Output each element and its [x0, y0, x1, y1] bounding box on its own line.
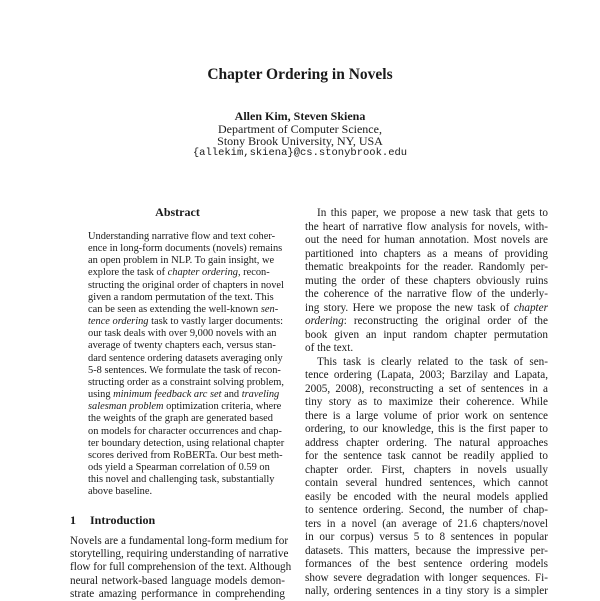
- text-line: [88, 316, 284, 328]
- text-line: in our corpus) versus 5 to 8 sentences in popular: [305, 531, 548, 543]
- text-line: Novels are a fundamental long-form medium for: [70, 535, 289, 547]
- text-line: tence ordering (Lapata, 2003; Barzilay and Lapata,: [305, 369, 548, 381]
- section-title: Introduction: [90, 513, 156, 527]
- text-segment: ing story. Here we propose the new task of: [305, 301, 514, 314]
- text-segment: task to vastly larger documents:: [148, 316, 284, 328]
- text-line: ordering, to our knowledge, this is the first paper to: [305, 423, 548, 435]
- section-heading-introduction: [70, 513, 155, 528]
- text-line: on models for character occurrences and chap-: [88, 425, 282, 437]
- text-line: average of twenty chapters each, versus stan-: [88, 340, 276, 352]
- text-line: this novel and challenging task, substantially: [88, 474, 275, 486]
- text-line: thematic breakpoints for the reader. Randomly per-: [305, 261, 548, 273]
- text-line: show severe degradation with longer sequences. Fi-: [305, 571, 548, 584]
- text-segment: explore the task of: [88, 267, 168, 279]
- text-line: book given an input random chapter permutation: [305, 328, 548, 341]
- right-column-body: [305, 207, 548, 599]
- text-line: given a random permutation of the text. This: [88, 291, 274, 303]
- text-line: dard sentence ordering datasets averaging only: [88, 352, 283, 364]
- text-line: ter boundary detection, using relational chapter: [88, 437, 285, 449]
- text-line: out the need for human annotation. Most novels are: [305, 234, 548, 246]
- italic-term: chapter ordering: [167, 267, 238, 279]
- text-line: [88, 401, 282, 413]
- text-line: Understanding narrative flow and text coher-: [88, 231, 276, 242]
- text-line: [305, 302, 548, 316]
- italic-term: traveling: [241, 389, 280, 401]
- italic-term: ordering: [305, 315, 344, 327]
- text-line: storytelling, requiring understanding of narrative: [70, 548, 289, 561]
- abstract-body: [88, 231, 285, 498]
- text-line: datasets. This matters, because the impressive per-: [305, 544, 548, 557]
- text-line: chapter order. First, chapters in novels usually: [305, 463, 548, 476]
- text-line: an open problem in NLP. To gain insight, we: [88, 255, 275, 267]
- university: Stony Brook University, NY, USA: [217, 134, 383, 148]
- italic-term: minimum feedback arc set: [113, 389, 222, 401]
- text-line: scores derived from RoBERTa. Our best meth-: [88, 449, 283, 461]
- text-line: the weights of the graph are generated based: [88, 413, 273, 425]
- text-line: ence in long-form documents (novels) remains: [88, 243, 283, 255]
- text-segment: , recon-: [237, 267, 270, 279]
- abstract-heading: Abstract: [155, 205, 200, 219]
- text-line: [88, 267, 269, 279]
- text-line: [88, 389, 280, 401]
- text-line: [88, 303, 279, 316]
- italic-term: tence ordering: [88, 316, 149, 328]
- paper-title: Chapter Ordering in Novels: [207, 66, 393, 83]
- text-line: ters in a novel (an average of 21.6 chapters/novel: [305, 517, 548, 530]
- text-line: our task deals with over 9,000 novels with an: [88, 328, 277, 340]
- text-line: easily be encoded with the neural models applied: [305, 490, 548, 503]
- text-line: structing order as a constraint solving problem,: [88, 376, 284, 388]
- authors: Allen Kim, Steven Skiena: [234, 109, 366, 123]
- text-line: above baseline.: [88, 486, 153, 498]
- italic-term: sen-: [260, 303, 279, 315]
- text-segment: optimization criteria, where: [163, 401, 282, 413]
- text-line: tiny story as to maximize their coherence. While: [305, 396, 548, 408]
- text-line: there is a large volume of prior work on sentence: [305, 409, 548, 422]
- text-segment: : reconstructing the original order of the: [343, 315, 548, 327]
- italic-term: chapter: [513, 301, 548, 314]
- text-line: flow for full comprehension of the text. Although: [70, 561, 292, 574]
- text-line: address chapter ordering. The natural approaches: [305, 436, 548, 449]
- text-segment: and: [221, 389, 242, 401]
- text-line: [305, 315, 548, 329]
- text-line: of the text.: [305, 342, 354, 354]
- introduction-body: [70, 535, 292, 601]
- author-email: {allekim,skiena}@cs.stonybrook.edu: [192, 147, 408, 159]
- text-line: partitioned into chapters as a means of providing: [305, 247, 548, 260]
- text-line: formances of the best sentence ordering models: [305, 558, 548, 570]
- text-line: for the sentence task cannot be readily applied to: [305, 450, 548, 462]
- text-line: 5-8 sentences. We formulate the task of recon-: [88, 364, 281, 376]
- text-segment: using: [88, 389, 114, 401]
- text-line: the coherence of the narrative flow of the underly-: [305, 288, 548, 300]
- text-line: 2005, 2008), reconstructing a set of sentences in a: [305, 382, 548, 395]
- text-line: structing the original order of chapters in novel: [88, 279, 284, 291]
- text-line: to sentence ordering. Second, the number of chap-: [305, 504, 548, 516]
- text-line: strate amazing performance in comprehending: [70, 587, 285, 600]
- text-line: ods yield a Spearman correlation of 0.59 on: [88, 461, 270, 473]
- section-number: 1: [70, 513, 76, 527]
- text-line: In this paper, we propose a new task that gets to: [317, 207, 548, 219]
- text-line: muting the order of these chapters obviously ruins: [305, 274, 548, 287]
- text-line: This task is clearly related to the task of sen-: [317, 355, 548, 368]
- text-segment: can be seen as extending the well-known: [88, 303, 261, 315]
- text-line: neural network-based language models demon-: [70, 574, 285, 587]
- italic-term: salesman problem: [88, 401, 164, 413]
- text-line: nally, ordering sentences in a tiny story is a simpler: [305, 585, 548, 597]
- text-line: contain several hundred sentences, which cannot: [305, 477, 548, 489]
- text-line: the heart of narrative flow analysis for novels, with-: [305, 220, 548, 233]
- affiliation: Department of Computer Science,: [218, 121, 382, 136]
